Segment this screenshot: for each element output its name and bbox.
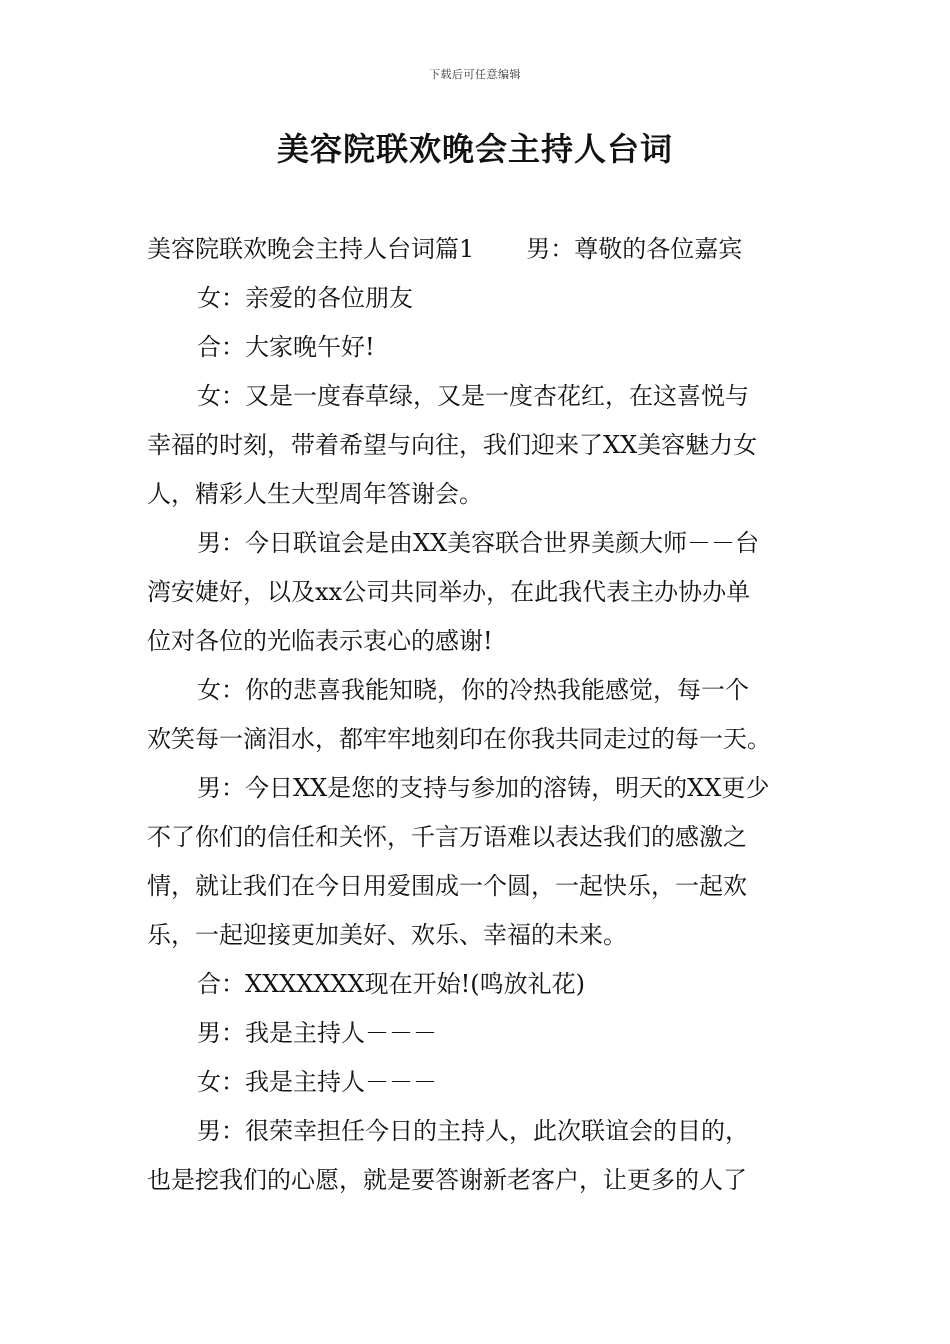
body-line: 情，就让我们在今日用爱围成一个圆，一起快乐，一起欢 <box>147 872 747 900</box>
body-line: 湾安婕好，以及xx公司共同举办，在此我代表主办协办单 <box>147 578 751 606</box>
section-heading: 美容院联欢晚会主持人台词篇1 <box>147 235 475 263</box>
body-line: 男：今日XX是您的支持与参加的溶铸，明天的XX更少 <box>197 774 770 802</box>
body-line: 乐，一起迎接更加美好、欢乐、幸福的未来。 <box>147 921 627 949</box>
body-line: 合：XXXXXXX现在开始!(鸣放礼花) <box>197 970 585 998</box>
body-line: 人，精彩人生大型周年答谢会。 <box>147 480 483 508</box>
body-line: 也是挖我们的心愿，就是要答谢新老客户，让更多的人了 <box>147 1166 747 1194</box>
body-line-first <box>147 225 805 274</box>
body-line: 男：我是主持人－－－ <box>197 1019 437 1047</box>
body-line: 女：又是一度春草绿，又是一度杏花红，在这喜悦与 <box>197 382 749 410</box>
body-line: 女：你的悲喜我能知晓，你的冷热我能感觉，每一个 <box>197 676 749 704</box>
body-line: 女：亲爱的各位朋友 <box>197 284 413 312</box>
body-line: 不了你们的信任和关怀，千言万语难以表达我们的感激之 <box>147 823 747 851</box>
body-line: 男：很荣幸担任今日的主持人，此次联谊会的目的， <box>197 1117 749 1145</box>
document-title: 美容院联欢晚会主持人台词 <box>276 130 673 168</box>
document-body <box>147 225 805 1205</box>
body-line: 位对各位的光临表示衷心的感谢! <box>147 627 493 655</box>
body-line: 幸福的时刻，带着希望与向往，我们迎来了XX美容魅力女 <box>147 431 758 459</box>
header-note: 下载后可任意编辑 <box>429 68 521 81</box>
body-line: 合：大家晚午好! <box>197 333 375 361</box>
body-line: 女：我是主持人－－－ <box>197 1068 437 1096</box>
body-line: 欢笑每一滴泪水，都牢牢地刻印在你我共同走过的每一天。 <box>147 725 771 753</box>
dialogue-text: 男：尊敬的各位嘉宾 <box>526 235 743 263</box>
body-line: 男：今日联谊会是由XX美容联合世界美颜大师－－台 <box>197 529 760 557</box>
